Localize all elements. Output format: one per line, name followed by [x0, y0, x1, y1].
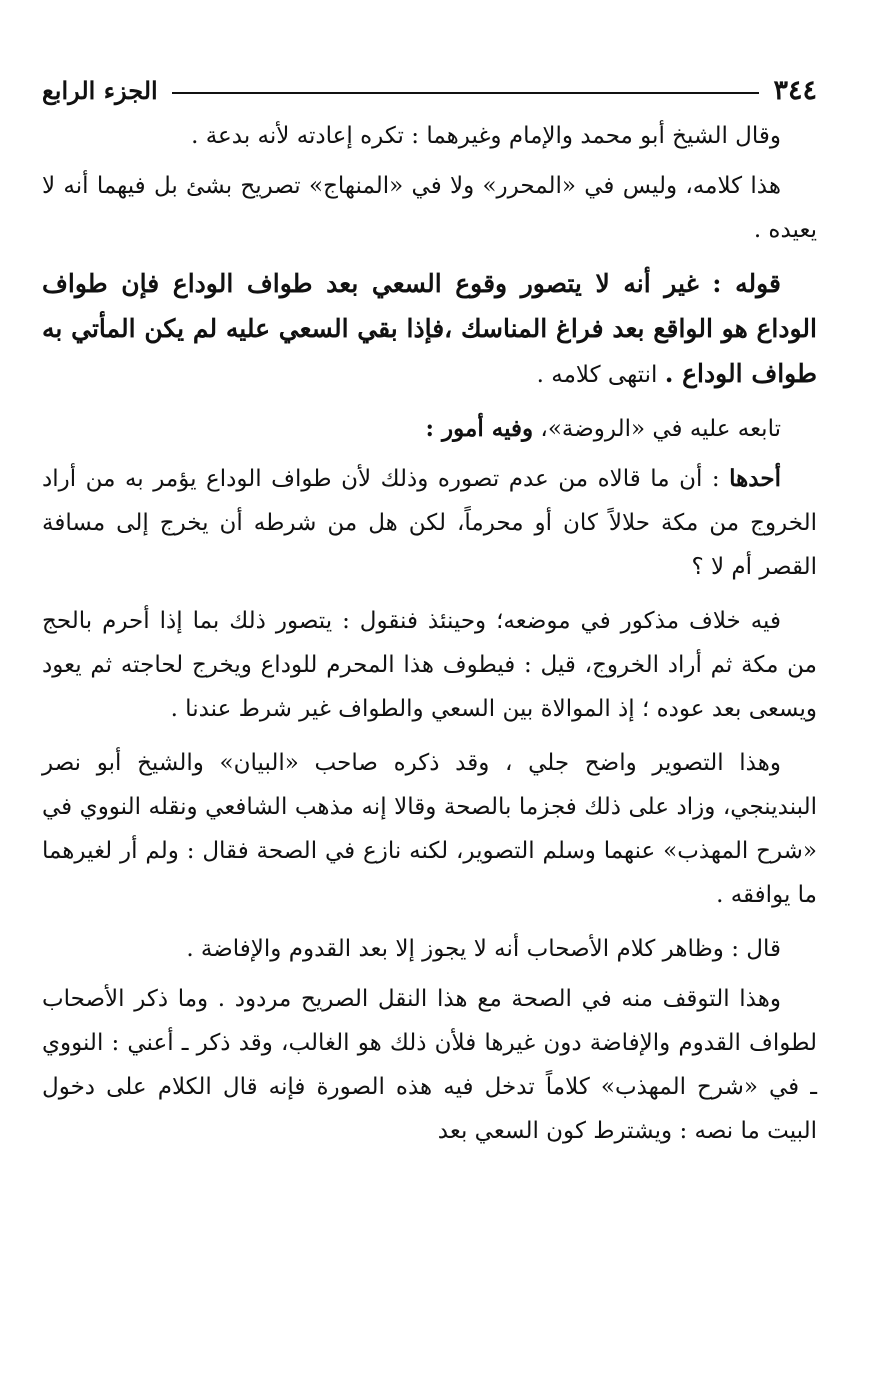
paragraph-7-text: وهذا التصوير واضح جلي ، وقد ذكره صاحب «البيان» والشيخ أبو نصر البندينجي، وزاد على ذلك فجزما بالصحة وقالا إنه مذهب الشافعي ونقله النووي في «شرح المهذب» عنهما وسلم التصوير، لكنه نازع في الصحة فقال : ولم أر لغيرهما ما يوافقه . [42, 750, 817, 908]
page-number: ٣٤٤ [773, 74, 817, 106]
paragraph-2 [42, 164, 817, 252]
paragraph-5-text: : أن ما قالاه من عدم تصوره وذلك لأن طواف الوداع يؤمر به من أراد الخروج من مكة حلالاً كان أو محرماً، لكن هل من شرطه أن يخرج إلى مسافة القصر أم لا ؟ [42, 466, 817, 580]
paragraph-3-qawl [42, 262, 817, 397]
header-rule [172, 92, 760, 94]
paragraph-8 [42, 927, 817, 971]
qawl-quote: قوله : غير أنه لا يتصور وقوع السعي بعد طواف الوداع فإن طواف الوداع هو الواقع بعد فراغ المناسك ،فإذا بقي السعي عليه لم يكن المأتي به طواف الوداع . [42, 269, 817, 388]
paragraph-4-text: تابعه عليه في «الروضة»، [533, 416, 781, 442]
running-title: الجزء الرابع [42, 75, 158, 105]
paragraph-1-text: وقال الشيخ أبو محمد والإمام وغيرهما : تكره إعادته لأنه بدعة . [191, 123, 781, 149]
paragraph-9-text: وهذا التوقف منه في الصحة مع هذا النقل الصريح مردود . وما ذكر الأصحاب لطواف القدوم والإفاضة دون غيرها فلأن ذلك هو الغالب، وقد ذكر ـ أعني : النووي ـ في «شرح المهذب» كلاماً تدخل فيه هذه الصورة فإنه قال الكلام على دخول البيت ما نصه : ويشترط كون السعي بعد [42, 986, 817, 1144]
paragraph-4-bold: وفيه أمور : [425, 415, 534, 442]
paragraph-6-text: فيه خلاف مذكور في موضعه؛ وحينئذ فنقول : يتصور ذلك بما إذا أحرم بالحج من مكة ثم أراد الخروج، قيل : فيطوف هذا المحرم للوداع ويخرج لحاجته ثم يعود ويسعى بعد عوده ؛ إذ الموالاة بين السعي والطواف غير شرط عندنا . [42, 608, 817, 722]
paragraph-5 [42, 457, 817, 589]
paragraph-2-text: هذا كلامه، وليس في «المحرر» ولا في «المنهاج» تصريح بشئ بل فيهما أنه لا يعيده . [42, 173, 817, 243]
page-header [42, 68, 817, 112]
paragraph-5-heading: أحدها [729, 465, 781, 492]
book-page [42, 68, 817, 1163]
paragraph-9 [42, 977, 817, 1153]
paragraph-8-text: قال : وظاهر كلام الأصحاب أنه لا يجوز إلا بعد القدوم والإفاضة . [186, 936, 781, 962]
paragraph-6 [42, 599, 817, 731]
paragraph-4 [42, 407, 817, 451]
paragraph-7 [42, 741, 817, 917]
paragraph-1 [42, 114, 817, 158]
paragraph-3-text: انتهى كلامه . [536, 362, 665, 388]
